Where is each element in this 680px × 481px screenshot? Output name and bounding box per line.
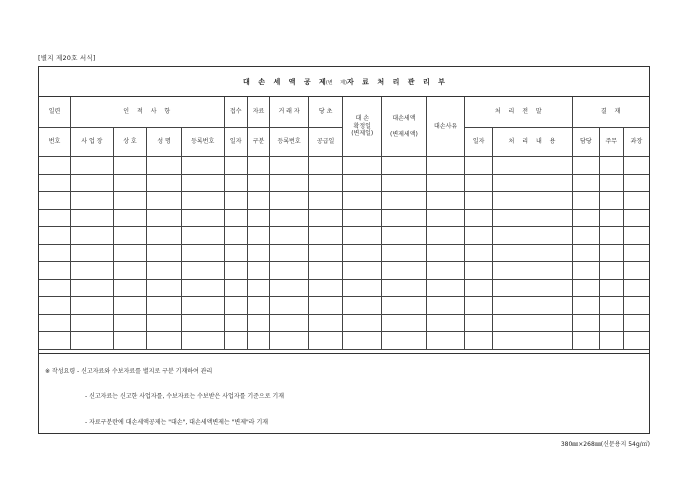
header-bad-debt-reason: 대손사유 xyxy=(426,97,465,157)
table-cell[interactable] xyxy=(426,192,465,210)
table-cell[interactable] xyxy=(492,279,572,297)
table-cell[interactable] xyxy=(224,332,247,350)
table-cell[interactable] xyxy=(382,314,427,332)
table-cell[interactable] xyxy=(426,209,465,227)
table-cell[interactable] xyxy=(492,157,572,175)
table-cell[interactable] xyxy=(426,332,465,350)
table-cell[interactable] xyxy=(308,227,343,245)
table-cell[interactable] xyxy=(623,157,649,175)
table-cell[interactable] xyxy=(343,262,382,280)
table-cell[interactable] xyxy=(426,174,465,192)
table-cell[interactable] xyxy=(270,157,309,175)
table-cell[interactable] xyxy=(343,174,382,192)
table-cell[interactable] xyxy=(113,244,147,262)
table-cell[interactable] xyxy=(465,209,492,227)
paper-spec: 380㎜×268㎜(신문용지 54g/㎡) xyxy=(560,441,650,448)
table-cell[interactable] xyxy=(270,314,309,332)
table-cell[interactable] xyxy=(270,332,309,350)
table-cell[interactable] xyxy=(71,174,114,192)
table-cell[interactable] xyxy=(71,297,114,315)
table-cell[interactable] xyxy=(181,314,224,332)
table-cell[interactable] xyxy=(382,279,427,297)
table-cell[interactable] xyxy=(343,227,382,245)
table-cell[interactable] xyxy=(623,279,649,297)
ledger-form xyxy=(38,66,650,434)
table-cell[interactable] xyxy=(113,262,147,280)
table-cell[interactable] xyxy=(71,209,114,227)
table-cell[interactable] xyxy=(308,297,343,315)
table-cell[interactable] xyxy=(308,192,343,210)
table-cell[interactable] xyxy=(465,279,492,297)
table-cell[interactable] xyxy=(573,314,599,332)
table-cell[interactable] xyxy=(247,279,269,297)
table-cell[interactable] xyxy=(181,227,224,245)
table-cell[interactable] xyxy=(623,244,649,262)
table-cell[interactable] xyxy=(382,332,427,350)
table-row xyxy=(39,244,649,262)
table-cell[interactable] xyxy=(599,174,623,192)
table-cell[interactable] xyxy=(343,279,382,297)
table-cell[interactable] xyxy=(39,262,71,280)
table-cell[interactable] xyxy=(382,157,427,175)
table-cell[interactable] xyxy=(147,209,182,227)
table-cell[interactable] xyxy=(492,209,572,227)
table-cell[interactable] xyxy=(270,279,309,297)
table-cell[interactable] xyxy=(623,227,649,245)
header-bad-debt-tax-2: (변제세액) xyxy=(389,130,418,138)
table-cell[interactable] xyxy=(465,314,492,332)
table-cell[interactable] xyxy=(623,262,649,280)
table-cell[interactable] xyxy=(308,262,343,280)
table-cell[interactable] xyxy=(147,297,182,315)
table-cell[interactable] xyxy=(39,192,71,210)
table-cell[interactable] xyxy=(113,192,147,210)
header-receipt-bottom: 일자 xyxy=(224,128,247,157)
table-cell[interactable] xyxy=(573,332,599,350)
table-cell[interactable] xyxy=(426,227,465,245)
note-line-2: - 신고자료는 신고한 사업자를, 수보자료는 수보받은 사업자를 기준으로 기재 xyxy=(85,393,285,400)
table-cell[interactable] xyxy=(308,174,343,192)
table-cell[interactable] xyxy=(492,314,572,332)
table-cell[interactable] xyxy=(71,332,114,350)
header-counterparty-top: 거 래 자 xyxy=(270,97,309,128)
table-cell[interactable] xyxy=(308,314,343,332)
table-cell[interactable] xyxy=(599,332,623,350)
table-cell[interactable] xyxy=(39,157,71,175)
table-cell[interactable] xyxy=(599,314,623,332)
table-cell[interactable] xyxy=(465,244,492,262)
table-cell[interactable] xyxy=(181,157,224,175)
table-cell[interactable] xyxy=(492,332,572,350)
table-cell[interactable] xyxy=(492,227,572,245)
header-data-bottom: 구분 xyxy=(247,128,269,157)
table-cell[interactable] xyxy=(426,314,465,332)
table-cell[interactable] xyxy=(465,332,492,350)
table-cell[interactable] xyxy=(573,209,599,227)
table-cell[interactable] xyxy=(247,332,269,350)
form-number: [별지 제20호 서식] xyxy=(38,54,96,62)
header-data-top: 자료 xyxy=(247,97,269,128)
table-cell[interactable] xyxy=(465,174,492,192)
table-cell[interactable] xyxy=(308,332,343,350)
table-cell[interactable] xyxy=(147,279,182,297)
table-cell[interactable] xyxy=(599,262,623,280)
header-approval: 결 재 xyxy=(573,97,649,128)
table-row xyxy=(39,314,649,332)
table-cell[interactable] xyxy=(308,209,343,227)
title-sub: (변 제) xyxy=(325,80,347,86)
table-cell[interactable] xyxy=(599,227,623,245)
header-approval-staff: 담당 xyxy=(573,128,599,157)
table-cell[interactable] xyxy=(224,244,247,262)
table-cell[interactable] xyxy=(573,192,599,210)
table-cell[interactable] xyxy=(224,262,247,280)
table-cell[interactable] xyxy=(270,209,309,227)
note-line-3: - 자료구분란에 대손세액공제는 "대손", 대손세액변제는 "변제"라 기재 xyxy=(85,419,269,426)
table-cell[interactable] xyxy=(147,332,182,350)
table-cell[interactable] xyxy=(181,192,224,210)
table-cell[interactable] xyxy=(181,244,224,262)
table-cell[interactable] xyxy=(465,262,492,280)
header-reg-number: 등록번호 xyxy=(181,128,224,157)
table-cell[interactable] xyxy=(492,297,572,315)
table-cell[interactable] xyxy=(343,297,382,315)
table-cell[interactable] xyxy=(39,332,71,350)
table-cell[interactable] xyxy=(382,262,427,280)
table-cell[interactable] xyxy=(465,157,492,175)
table-cell[interactable] xyxy=(181,279,224,297)
table-cell[interactable] xyxy=(623,314,649,332)
table-cell[interactable] xyxy=(382,227,427,245)
table-cell[interactable] xyxy=(113,314,147,332)
table-cell[interactable] xyxy=(39,279,71,297)
table-cell[interactable] xyxy=(599,279,623,297)
table-cell[interactable] xyxy=(308,279,343,297)
header-period-top: 당 초 xyxy=(308,97,343,128)
table-cell[interactable] xyxy=(573,157,599,175)
header-name: 성 명 xyxy=(147,128,182,157)
table-cell[interactable] xyxy=(623,192,649,210)
note-line-1: ※ 작성요령 - 신고자료와 수보자료를 별지로 구분 기재하여 관리 xyxy=(45,368,213,375)
table-cell[interactable] xyxy=(181,174,224,192)
table-cell[interactable] xyxy=(599,192,623,210)
table-cell[interactable] xyxy=(39,244,71,262)
header-bad-debt-date-1: 대 손 xyxy=(355,115,369,123)
table-cell[interactable] xyxy=(426,157,465,175)
table-cell[interactable] xyxy=(71,157,114,175)
table-cell[interactable] xyxy=(426,279,465,297)
table-cell[interactable] xyxy=(492,174,572,192)
table-cell[interactable] xyxy=(147,174,182,192)
table-cell[interactable] xyxy=(270,192,309,210)
table-cell[interactable] xyxy=(39,209,71,227)
table-row xyxy=(39,174,649,192)
table-cell[interactable] xyxy=(270,174,309,192)
ledger-body xyxy=(39,157,649,350)
table-cell[interactable] xyxy=(224,314,247,332)
table-row xyxy=(39,262,649,280)
table-cell[interactable] xyxy=(39,174,71,192)
table-cell[interactable] xyxy=(465,297,492,315)
table-cell[interactable] xyxy=(147,244,182,262)
header-approval-chief: 과장 xyxy=(623,128,649,157)
header-proc-date: 일자 xyxy=(465,128,492,157)
header-bad-debt-date-2: 확정일 xyxy=(353,122,371,130)
table-row xyxy=(39,279,649,297)
table-cell[interactable] xyxy=(247,174,269,192)
table-row xyxy=(39,209,649,227)
table-cell[interactable] xyxy=(113,297,147,315)
header-counterparty-bottom: 등록번호 xyxy=(270,128,309,157)
table-cell[interactable] xyxy=(224,227,247,245)
table-cell[interactable] xyxy=(573,279,599,297)
header-approval-officer: 주무 xyxy=(599,128,623,157)
table-cell[interactable] xyxy=(623,209,649,227)
table-cell[interactable] xyxy=(599,157,623,175)
table-cell[interactable] xyxy=(147,192,182,210)
table-cell[interactable] xyxy=(382,174,427,192)
table-cell[interactable] xyxy=(224,157,247,175)
title-main: 대 손 세 액 공 제 xyxy=(243,78,326,86)
table-cell[interactable] xyxy=(343,157,382,175)
table-cell[interactable] xyxy=(573,227,599,245)
table-cell[interactable] xyxy=(39,227,71,245)
table-cell[interactable] xyxy=(573,262,599,280)
table-cell[interactable] xyxy=(599,297,623,315)
header-business-place: 사 업 장 xyxy=(71,128,114,157)
table-cell[interactable] xyxy=(39,314,71,332)
table-cell[interactable] xyxy=(71,314,114,332)
table-cell[interactable] xyxy=(465,192,492,210)
header-bad-debt-tax xyxy=(382,97,427,157)
table-cell[interactable] xyxy=(247,297,269,315)
table-cell[interactable] xyxy=(71,192,114,210)
table-cell[interactable] xyxy=(224,209,247,227)
table-cell[interactable] xyxy=(599,209,623,227)
table-cell[interactable] xyxy=(308,157,343,175)
table-cell[interactable] xyxy=(71,262,114,280)
header-bad-debt-date-3: (변제일) xyxy=(351,130,374,138)
table-cell[interactable] xyxy=(113,279,147,297)
table-cell[interactable] xyxy=(270,227,309,245)
table-cell[interactable] xyxy=(573,244,599,262)
table-cell[interactable] xyxy=(426,297,465,315)
table-cell[interactable] xyxy=(308,244,343,262)
table-cell[interactable] xyxy=(382,209,427,227)
ledger-table xyxy=(39,97,649,350)
header-proc-content: 처 리 내 용 xyxy=(492,128,572,157)
table-row xyxy=(39,332,649,350)
table-cell[interactable] xyxy=(71,279,114,297)
table-cell[interactable] xyxy=(343,332,382,350)
table-cell[interactable] xyxy=(492,262,572,280)
table-cell[interactable] xyxy=(113,227,147,245)
table-cell[interactable] xyxy=(247,157,269,175)
table-cell[interactable] xyxy=(247,262,269,280)
header-processing: 처 리 전 말 xyxy=(465,97,573,128)
table-row xyxy=(39,227,649,245)
table-cell[interactable] xyxy=(573,297,599,315)
table-cell[interactable] xyxy=(147,314,182,332)
form-title xyxy=(39,67,649,97)
header-bad-debt-date xyxy=(343,97,382,157)
table-cell[interactable] xyxy=(623,174,649,192)
table-cell[interactable] xyxy=(382,244,427,262)
table-cell[interactable] xyxy=(270,262,309,280)
header-serial-bottom: 번호 xyxy=(39,128,71,157)
table-cell[interactable] xyxy=(181,262,224,280)
table-cell[interactable] xyxy=(343,314,382,332)
table-cell[interactable] xyxy=(343,244,382,262)
table-cell[interactable] xyxy=(247,209,269,227)
table-cell[interactable] xyxy=(113,332,147,350)
table-cell[interactable] xyxy=(343,192,382,210)
table-cell[interactable] xyxy=(270,244,309,262)
table-cell[interactable] xyxy=(426,262,465,280)
table-cell[interactable] xyxy=(382,297,427,315)
writing-instructions xyxy=(39,353,649,433)
table-cell[interactable] xyxy=(599,244,623,262)
table-cell[interactable] xyxy=(113,157,147,175)
table-cell[interactable] xyxy=(465,227,492,245)
header-row-1 xyxy=(39,97,649,128)
table-cell[interactable] xyxy=(492,244,572,262)
table-cell[interactable] xyxy=(113,209,147,227)
table-cell[interactable] xyxy=(181,209,224,227)
table-cell[interactable] xyxy=(39,297,71,315)
table-cell[interactable] xyxy=(492,192,572,210)
header-serial-top: 일련 xyxy=(39,97,71,128)
header-bad-debt-tax-1: 대손세액 xyxy=(392,115,416,122)
table-cell[interactable] xyxy=(224,297,247,315)
table-cell[interactable] xyxy=(71,244,114,262)
table-cell[interactable] xyxy=(247,314,269,332)
table-cell[interactable] xyxy=(343,209,382,227)
table-cell[interactable] xyxy=(71,227,114,245)
table-cell[interactable] xyxy=(247,192,269,210)
table-cell[interactable] xyxy=(113,174,147,192)
header-receipt-top: 접수 xyxy=(224,97,247,128)
table-cell[interactable] xyxy=(181,297,224,315)
table-cell[interactable] xyxy=(623,297,649,315)
table-cell[interactable] xyxy=(224,192,247,210)
table-cell[interactable] xyxy=(181,332,224,350)
table-row xyxy=(39,297,649,315)
header-period-bottom: 공급일 xyxy=(308,128,343,157)
table-cell[interactable] xyxy=(247,227,269,245)
table-cell[interactable] xyxy=(147,157,182,175)
table-row xyxy=(39,157,649,175)
header-personal-info: 인 적 사 항 xyxy=(71,97,225,128)
table-cell[interactable] xyxy=(382,192,427,210)
table-row xyxy=(39,192,649,210)
table-cell[interactable] xyxy=(623,332,649,350)
table-cell[interactable] xyxy=(224,174,247,192)
table-cell[interactable] xyxy=(270,297,309,315)
table-cell[interactable] xyxy=(426,244,465,262)
table-cell[interactable] xyxy=(147,227,182,245)
header-trade-name: 상 호 xyxy=(113,128,147,157)
table-cell[interactable] xyxy=(147,262,182,280)
table-cell[interactable] xyxy=(573,174,599,192)
table-cell[interactable] xyxy=(224,279,247,297)
table-cell[interactable] xyxy=(247,244,269,262)
title-rest: 자 료 처 리 관 리 부 xyxy=(346,78,445,86)
